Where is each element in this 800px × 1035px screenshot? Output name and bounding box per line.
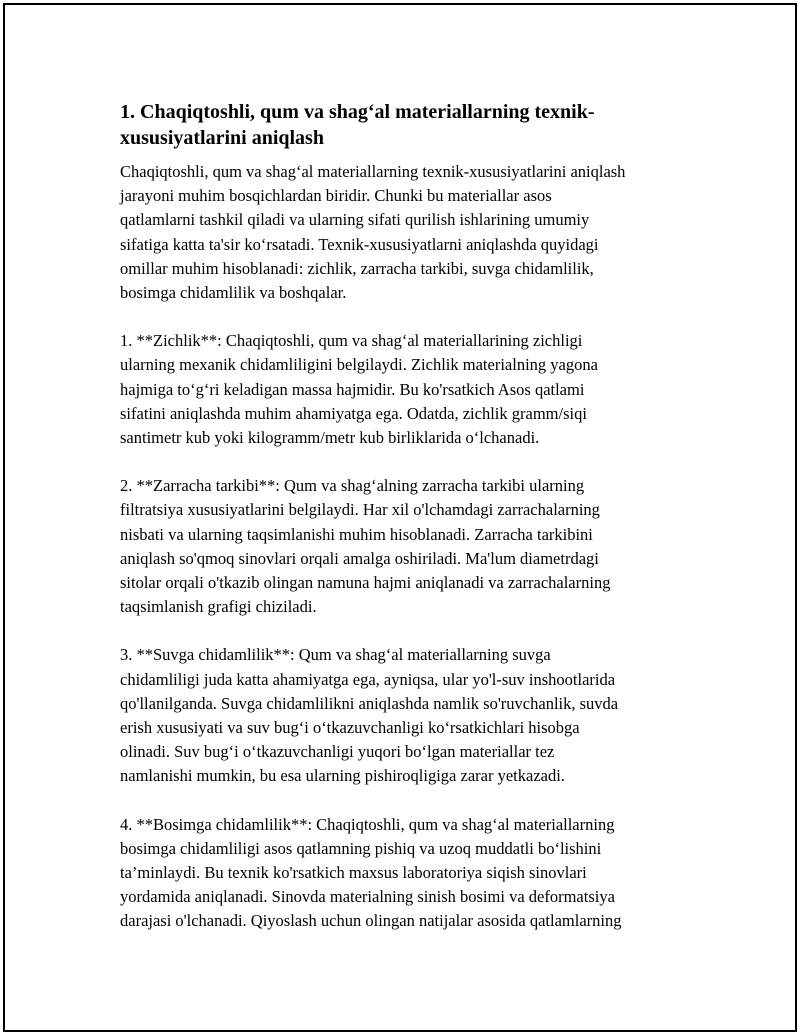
text-line: sitolar orqali o'tkazib olingan namuna hajmi aniqlanadi va zarrachalarning <box>120 573 611 593</box>
document-body <box>120 99 690 958</box>
text-line: 3. **Suvga chidamlilik**: Qum va shag‘al materiallarning suvga <box>120 645 551 665</box>
text-line: olinadi. Suv bug‘i o‘tkazuvchanligi yuqori bo‘lgan materiallar tez <box>120 742 555 762</box>
paragraph-intro <box>120 160 690 305</box>
text-line: ta’minlaydi. Bu texnik ko'rsatkich maxsus laboratoriya siqish sinovlari <box>120 863 587 883</box>
document-title <box>120 99 690 151</box>
text-line: santimetr kub yoki kilogramm/metr kub birliklarida o‘lchanadi. <box>120 428 540 448</box>
text-line: filtratsiya xususiyatlarini belgilaydi. Har xil o'lchamdagi zarrachalarning <box>120 500 600 520</box>
page-border <box>3 3 797 1032</box>
text-line: Chaqiqtoshli, qum va shag‘al materiallarning texnik-xususiyatlarini aniqlash <box>120 162 626 181</box>
paragraph-zichlik <box>120 329 690 450</box>
text-line: omillar muhim hisoblanadi: zichlik, zarracha tarkibi, suvga chidamlilik, <box>120 258 594 278</box>
text-line: aniqlash so'qmoq sinovlari orqali amalga oshiriladi. Ma'lum diametrdagi <box>120 548 599 568</box>
text-line: namlanishi mumkin, bu esa ularning pishiroqligiga zarar yetkazadi. <box>120 766 565 786</box>
title-line: 1. Chaqiqtoshli, qum va shag‘al materiallarning texnik- <box>120 101 595 123</box>
text-line: sifatini aniqlashda muhim ahamiyatga ega. Odatda, zichlik gramm/siqi <box>120 403 587 423</box>
text-line: bosimga chidamliligi asos qatlamning pishiq va uzoq muddatli bo‘lishini <box>120 838 602 858</box>
text-line: erish xususiyati va suv bug‘i o‘tkazuvchanligi ko‘rsatkichlari hisobga <box>120 718 580 738</box>
text-line: ularning mexanik chidamliligini belgilaydi. Zichlik materialning yagona <box>120 355 598 375</box>
text-line: yordamida aniqlanadi. Sinovda materialning sinish bosimi va deformatsiya <box>120 887 615 907</box>
text-line: 2. **Zarracha tarkibi**: Qum va shag‘alning zarracha tarkibi ularning <box>120 476 585 496</box>
text-line: 4. **Bosimga chidamlilik**: Chaqiqtoshli, qum va shag‘al materiallarning <box>120 814 615 834</box>
text-line: nisbati va ularning taqsimlanishi muhim hisoblanadi. Zarracha tarkibini <box>120 524 593 544</box>
text-line: chidamliligi juda katta ahamiyatga ega, ayniqsa, ular yo'l-suv inshootlarida <box>120 669 616 689</box>
paragraph-suvga-chidamlilik <box>120 643 690 788</box>
paragraph-bosimga-chidamlilik <box>120 813 690 934</box>
text-line: jarayoni muhim bosqichlardan biridir. Chunki bu materiallar asos <box>120 186 552 206</box>
text-line: sifatiga katta ta'sir ko‘rsatadi. Texnik-xususiyatlarni aniqlashda quyidagi <box>120 234 599 254</box>
text-line: qo'llanilganda. Suvga chidamlilikni aniqlashda namlik so'ruvchanlik, suvda <box>120 693 619 713</box>
text-line: darajasi o'lchanadi. Qiyoslash uchun olingan natijalar asosida qatlamlarning <box>120 911 622 931</box>
text-line: taqsimlanish grafigi chiziladi. <box>120 597 317 617</box>
text-line: hajmiga to‘g‘ri keladigan massa hajmidir. Bu ko'rsatkich Asos qatlami <box>120 379 585 399</box>
text-line: 1. **Zichlik**: Chaqiqtoshli, qum va shag‘al materiallarining zichligi <box>120 331 583 351</box>
text-line: bosimga chidamlilik va boshqalar. <box>120 283 347 303</box>
text-line: qatlamlarni tashkil qiladi va ularning sifati qurilish ishlarining umumiy <box>120 210 590 230</box>
paragraph-zarracha-tarkibi <box>120 474 690 619</box>
title-line: xususiyatlarini aniqlash <box>120 127 324 149</box>
